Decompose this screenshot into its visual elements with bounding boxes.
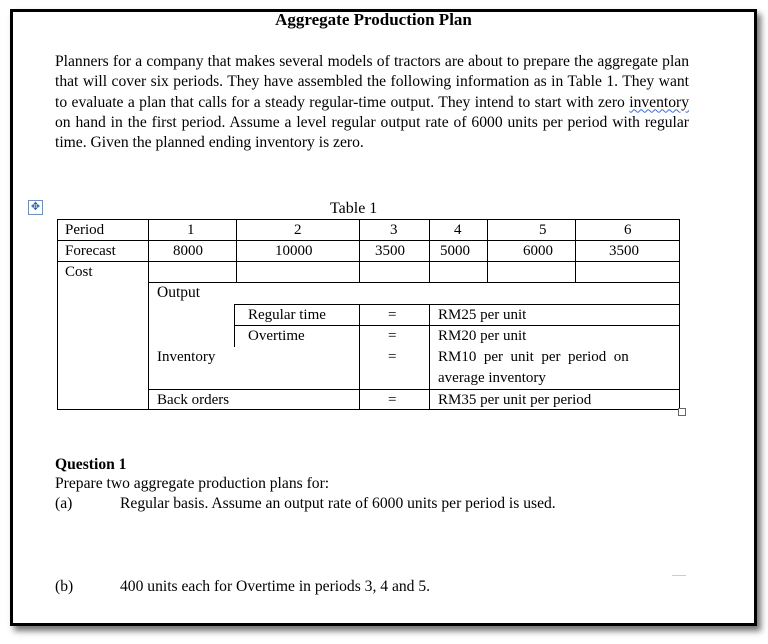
- inventory-cost-line-1: RM10 per unit per period on: [438, 349, 629, 365]
- forecast-1: 8000: [173, 243, 203, 259]
- overtime-cost: RM20 per unit: [438, 328, 527, 344]
- period-6: 6: [624, 222, 632, 238]
- intro-text-end: on hand in the first period. Assume a level regular output rate of 6000 units per period with regular time. Given the planned ending inventory is zero.: [55, 113, 689, 152]
- forecast-5: 6000: [523, 243, 553, 259]
- question-prompt: Prepare two aggregate production plans for:: [55, 475, 330, 492]
- question-heading: Question 1: [55, 456, 127, 473]
- document-title: Aggregate Production Plan: [275, 10, 472, 29]
- question-a-text: Regular basis. Assume an output rate of 6000 units per period is used.: [120, 495, 556, 512]
- question-b-label: (b): [55, 578, 74, 595]
- inventory-label: Inventory: [157, 349, 216, 365]
- forecast-header: Forecast: [65, 243, 116, 259]
- forecast-2: 10000: [275, 243, 313, 259]
- period-5: 5: [539, 222, 547, 238]
- intro-paragraph: [55, 52, 689, 153]
- overtime-label: Overtime: [248, 328, 305, 344]
- period-4: 4: [454, 222, 462, 238]
- table-caption: Table 1: [330, 200, 378, 217]
- faint-mark: [672, 575, 686, 576]
- period-3: 3: [390, 222, 398, 238]
- output-label: Output: [157, 284, 201, 301]
- spellcheck-flagged-word[interactable]: inventory: [629, 93, 689, 111]
- period-2: 2: [294, 222, 302, 238]
- intro-text-start: Planners for a company that makes several models of tractors are about to prepare the aggregate plan that will cover six periods. They have assembled the following information as in Table 1. They want to evaluate a plan that calls for a steady regular-time output. They intend to start with zero: [55, 53, 689, 111]
- regular-time-label: Regular time: [248, 307, 326, 323]
- backorders-cost: RM35 per unit per period: [438, 392, 592, 408]
- question-a-label: (a): [55, 495, 73, 512]
- cost-header: Cost: [65, 264, 93, 280]
- forecast-6: 3500: [609, 243, 639, 259]
- regular-time-equals: =: [388, 307, 397, 323]
- table-move-handle-icon[interactable]: ✥: [28, 200, 43, 215]
- table-grid-lines: [57, 219, 680, 411]
- period-1: 1: [187, 222, 195, 238]
- inventory-equals: =: [388, 349, 397, 365]
- forecast-4: 5000: [440, 243, 470, 259]
- table-resize-handle-icon[interactable]: [678, 408, 686, 416]
- cost-table: [57, 219, 680, 411]
- backorders-equals: =: [388, 392, 397, 408]
- overtime-equals: =: [388, 328, 397, 344]
- backorders-label: Back orders: [157, 392, 230, 408]
- forecast-3: 3500: [375, 243, 405, 259]
- period-header: Period: [65, 222, 105, 238]
- question-b-text: 400 units each for Overtime in periods 3, 4 and 5.: [120, 578, 431, 595]
- regular-time-cost: RM25 per unit: [438, 307, 527, 323]
- inventory-cost-line-2: average inventory: [438, 370, 546, 386]
